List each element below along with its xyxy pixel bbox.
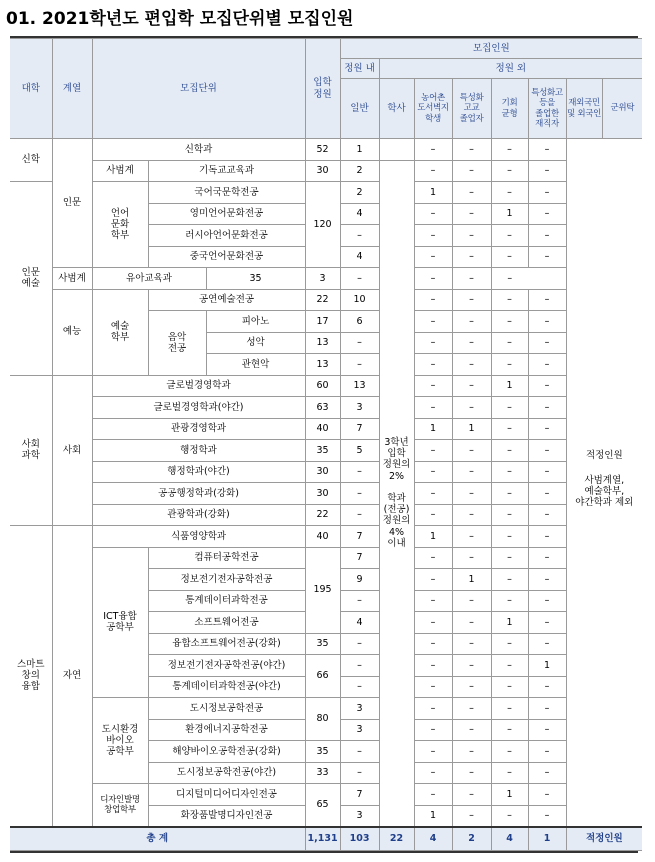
quota-cell: 35 (305, 741, 340, 763)
dept-cell: 도시정보공학전공 (148, 698, 305, 720)
general-cell: – (340, 633, 379, 655)
dept-cell: 중국언어문화전공 (148, 246, 305, 268)
table-row (10, 547, 642, 569)
rural-cell: – (414, 676, 452, 698)
special-work-cell: – (528, 612, 566, 634)
college-cell: 사회 과학 (10, 375, 52, 526)
header-bachelor: 학사 (379, 79, 414, 139)
dept-cell: 융합소프트웨어전공(강화) (148, 633, 305, 655)
rural-cell: – (414, 289, 452, 311)
special-hs-cell: – (452, 160, 491, 182)
header-rural: 농어촌 도서벽지 학생 (414, 79, 452, 139)
equity-cell: – (491, 741, 528, 763)
table-row (10, 418, 642, 440)
special-hs-cell: – (452, 182, 491, 204)
special-hs-cell: – (414, 268, 452, 290)
special-work-cell: – (528, 547, 566, 569)
header-special-hs: 특성화 고교 졸업자 (452, 79, 491, 139)
equity-cell: – (491, 332, 528, 354)
table-row (10, 397, 642, 419)
equity-cell: – (491, 762, 528, 784)
series-cell: 자연 (52, 526, 92, 827)
special-hs-cell: – (452, 440, 491, 462)
rural-cell: – (414, 569, 452, 591)
special-work-cell: – (528, 375, 566, 397)
equity-cell: 1 (491, 612, 528, 634)
equity-cell: – (491, 461, 528, 483)
special-hs-cell: – (452, 354, 491, 376)
special-work-cell: – (528, 590, 566, 612)
header-in-quota: 정원 내 (340, 59, 379, 79)
general-cell: – (340, 762, 379, 784)
division-cell: ICT융합 공학부 (92, 547, 148, 698)
dept-cell: 컴퓨터공학전공 (148, 547, 305, 569)
header-college: 대학 (10, 39, 52, 139)
total-bachelor: 22 (379, 827, 414, 851)
special-work-cell: – (528, 741, 566, 763)
special-hs-cell: – (452, 225, 491, 247)
bachelor-cell (379, 139, 414, 161)
rural-cell: – (414, 203, 452, 225)
special-hs-cell: – (452, 526, 491, 548)
equity-cell: – (491, 526, 528, 548)
rural-cell: 1 (414, 526, 452, 548)
general-cell: 2 (340, 160, 379, 182)
general-cell: – (340, 741, 379, 763)
quota-cell: 80 (305, 698, 340, 741)
special-hs-cell: – (452, 590, 491, 612)
series-cell: 사회 (52, 375, 92, 526)
special-work-cell: – (528, 805, 566, 827)
table-row (10, 440, 642, 462)
special-hs-cell: – (452, 612, 491, 634)
dept-cell: 유아교육과 (92, 268, 206, 290)
general-cell: 7 (340, 784, 379, 806)
equity-cell: – (491, 397, 528, 419)
special-hs-cell: – (452, 289, 491, 311)
rural-cell: – (340, 268, 379, 290)
header-series: 계열 (52, 39, 92, 139)
rural-cell: – (414, 440, 452, 462)
rural-cell: – (414, 354, 452, 376)
special-work-cell: – (528, 203, 566, 225)
special-work-cell: – (528, 418, 566, 440)
quota-cell: 65 (305, 784, 340, 827)
series-cell: 인문 (52, 139, 92, 268)
series-cell: 예능 (52, 289, 92, 375)
recruitment-table (10, 38, 642, 851)
equity-cell: – (491, 569, 528, 591)
special-hs-cell: 1 (452, 418, 491, 440)
quota-cell: 35 (305, 633, 340, 655)
rural-cell: 1 (414, 418, 452, 440)
rural-cell: – (414, 698, 452, 720)
equity-cell: – (491, 547, 528, 569)
table-row (10, 182, 642, 204)
quota-cell: 60 (305, 375, 340, 397)
special-work-cell: – (528, 784, 566, 806)
general-cell: 4 (340, 246, 379, 268)
quota-cell: 30 (305, 160, 340, 182)
quota-cell: 120 (305, 182, 340, 268)
quota-cell: 195 (305, 547, 340, 633)
quota-cell: 40 (305, 526, 340, 548)
quota-cell: 30 (305, 461, 340, 483)
special-work-cell: – (528, 160, 566, 182)
dept-cell: 글로벌경영학과 (92, 375, 305, 397)
quota-cell: 13 (305, 354, 340, 376)
quota-cell: 30 (305, 483, 340, 505)
general-cell: – (340, 354, 379, 376)
division-cell: 예술 학부 (92, 289, 148, 375)
total-special-hs: 2 (452, 827, 491, 851)
general-cell: 7 (340, 418, 379, 440)
header-overseas: 재외국민 및 외국인 (566, 79, 602, 139)
header-military: 군위탁 (602, 79, 642, 139)
special-hs-cell: – (452, 698, 491, 720)
total-label: 총 계 (10, 827, 305, 851)
equity-cell: – (491, 590, 528, 612)
total-quota: 1,131 (305, 827, 340, 851)
rural-cell: – (414, 719, 452, 741)
dept-cell: 행정학과 (92, 440, 305, 462)
rural-cell: – (414, 483, 452, 505)
equity-cell: – (491, 289, 528, 311)
special-work-cell: – (528, 762, 566, 784)
general-cell: 3 (340, 719, 379, 741)
equity-cell: – (491, 504, 528, 526)
general-cell: – (340, 655, 379, 677)
college-cell: 신학 (10, 139, 52, 182)
rural-cell: – (414, 504, 452, 526)
special-work-cell: – (528, 182, 566, 204)
equity-cell: 1 (491, 375, 528, 397)
dept-cell: 피아노 (206, 311, 305, 333)
general-cell: – (340, 225, 379, 247)
division-cell: 도시환경 바이오 공학부 (92, 698, 148, 784)
special-hs-cell: – (452, 332, 491, 354)
general-cell: – (340, 504, 379, 526)
dept-cell: 도시정보공학전공(야간) (148, 762, 305, 784)
table-row (10, 504, 642, 526)
rural-cell: – (414, 655, 452, 677)
equity-cell: 1 (491, 203, 528, 225)
equity-cell: – (491, 418, 528, 440)
general-cell: 5 (340, 440, 379, 462)
special-work-cell: – (528, 698, 566, 720)
dept-cell: 행정학과(야간) (92, 461, 305, 483)
total-special-work: 1 (528, 827, 566, 851)
special-work-cell: – (528, 440, 566, 462)
quota-cell: 52 (305, 139, 340, 161)
equity-cell: – (491, 483, 528, 505)
rural-cell: 1 (414, 182, 452, 204)
general-cell: 3 (340, 805, 379, 827)
total-equity: 4 (491, 827, 528, 851)
rural-cell: – (414, 375, 452, 397)
general-cell: – (340, 332, 379, 354)
table-row (10, 784, 642, 806)
general-cell: – (340, 676, 379, 698)
special-work-cell: – (528, 397, 566, 419)
special-hs-cell: – (452, 483, 491, 505)
dept-cell: 신학과 (92, 139, 305, 161)
dept-cell: 관광학과(강화) (92, 504, 305, 526)
special-hs-cell: – (452, 397, 491, 419)
division-cell: 디자인발명 창업학부 (92, 784, 148, 827)
equity-cell: 1 (491, 784, 528, 806)
quota-cell: 22 (305, 289, 340, 311)
equity-cell: – (491, 311, 528, 333)
page-title: 01. 2021학년도 편입학 모집단위별 모집인원 (6, 9, 354, 29)
header-special-work: 특성화고 등을 졸업한 재직자 (528, 79, 566, 139)
special-hs-cell: – (452, 246, 491, 268)
general-cell: 1 (340, 139, 379, 161)
rural-cell: – (414, 461, 452, 483)
total-row (10, 827, 642, 851)
special-work-cell: – (528, 676, 566, 698)
table-row (10, 268, 642, 290)
quota-cell: 17 (305, 311, 340, 333)
special-hs-cell: – (452, 375, 491, 397)
general-cell: 3 (340, 397, 379, 419)
rural-cell: – (414, 612, 452, 634)
total-rural: 4 (414, 827, 452, 851)
overseas-note (566, 139, 642, 827)
general-cell: 2 (340, 182, 379, 204)
special-hs-cell: – (452, 311, 491, 333)
rural-cell: – (414, 633, 452, 655)
dept-cell: 해양바이오공학전공(강화) (148, 741, 305, 763)
college-cell: 스마트 창의 융합 (10, 526, 52, 827)
special-work-cell: – (528, 354, 566, 376)
equity-cell: – (491, 655, 528, 677)
special-hs-cell: – (452, 139, 491, 161)
special-work-cell: – (528, 504, 566, 526)
special-hs-cell: 1 (452, 569, 491, 591)
equity-cell: – (491, 805, 528, 827)
dept-cell: 환경에너지공학전공 (148, 719, 305, 741)
dept-cell: 영미언어문화전공 (148, 203, 305, 225)
special-work-cell: – (528, 569, 566, 591)
rural-cell: – (414, 590, 452, 612)
dept-cell: 기독교교육과 (148, 160, 305, 182)
general-cell: – (340, 461, 379, 483)
general-cell: 4 (340, 203, 379, 225)
header-unit: 모집단위 (92, 39, 305, 139)
rural-cell: – (414, 246, 452, 268)
quota-cell: 13 (305, 332, 340, 354)
table-row (10, 160, 642, 182)
rural-cell: – (414, 139, 452, 161)
dept-cell: 국어국문학전공 (148, 182, 305, 204)
special-work-cell: – (528, 526, 566, 548)
total-general: 103 (340, 827, 379, 851)
equity-cell: – (491, 698, 528, 720)
general-cell: 13 (340, 375, 379, 397)
special-hs-cell: – (452, 719, 491, 741)
quota-cell: 35 (305, 440, 340, 462)
special-hs-cell: – (452, 461, 491, 483)
special-hs-cell: – (452, 203, 491, 225)
special-work-cell: – (491, 268, 528, 290)
special-work-cell: – (528, 225, 566, 247)
rural-cell: – (414, 741, 452, 763)
dept-cell: 성악 (206, 332, 305, 354)
header-quota: 입학 정원 (305, 39, 340, 139)
total-overseas: 적정인원 (566, 827, 642, 851)
rural-cell: – (414, 332, 452, 354)
rural-cell: – (414, 547, 452, 569)
header-equity: 기회 균형 (491, 79, 528, 139)
general-cell: 10 (340, 289, 379, 311)
subdivision-cell: 음악 전공 (148, 311, 206, 376)
dept-cell: 러시아언어문화전공 (148, 225, 305, 247)
dept-cell: 통계데이터과학전공 (148, 590, 305, 612)
general-cell: – (340, 483, 379, 505)
overseas-note-1: 적정인원 (585, 449, 623, 461)
table-row (10, 698, 642, 720)
special-work-cell: – (528, 311, 566, 333)
general-cell: 4 (340, 612, 379, 634)
equity-cell: – (491, 719, 528, 741)
header-general: 일반 (340, 79, 379, 139)
equity-cell: – (491, 354, 528, 376)
table-row (10, 375, 642, 397)
quota-cell: 40 (305, 418, 340, 440)
dept-cell: 관광경영학과 (92, 418, 305, 440)
special-work-cell: – (528, 289, 566, 311)
header-recruit: 모집인원 (340, 39, 642, 59)
dept-cell: 글로벌경영학과(야간) (92, 397, 305, 419)
special-hs-cell: – (452, 741, 491, 763)
general-cell: 7 (340, 547, 379, 569)
sabeom-cell: 사범계 (92, 160, 148, 182)
dept-cell: 정보전기전자공학전공 (148, 569, 305, 591)
dept-cell: 통계데이터과학전공(야간) (148, 676, 305, 698)
special-hs-cell: – (452, 805, 491, 827)
equity-cell: – (491, 676, 528, 698)
special-work-cell: – (528, 483, 566, 505)
rural-cell: – (414, 784, 452, 806)
dept-cell: 공공행정학과(강화) (92, 483, 305, 505)
general-cell: 3 (340, 698, 379, 720)
special-hs-cell: – (452, 504, 491, 526)
general-cell: 9 (340, 569, 379, 591)
quota-cell: 35 (206, 268, 305, 290)
special-hs-cell: – (452, 762, 491, 784)
college-cell: 인문 예술 (10, 182, 52, 376)
special-hs-cell: – (452, 676, 491, 698)
quota-cell: 63 (305, 397, 340, 419)
special-hs-cell: – (452, 633, 491, 655)
dept-cell: 정보전기전자공학전공(야간) (148, 655, 305, 677)
general-cell: 7 (340, 526, 379, 548)
table-row (10, 483, 642, 505)
special-work-cell: 1 (528, 655, 566, 677)
quota-cell: 66 (305, 655, 340, 698)
special-work-cell: – (528, 719, 566, 741)
special-work-cell: – (528, 246, 566, 268)
rural-cell: – (414, 397, 452, 419)
header-out-quota: 정원 외 (379, 59, 642, 79)
recruitment-table-frame (10, 36, 638, 853)
general-cell: 6 (340, 311, 379, 333)
rural-cell: – (414, 762, 452, 784)
overseas-note-2: 사범계열, 예술학부, 야간학과 제외 (575, 475, 634, 509)
special-work-cell: – (528, 461, 566, 483)
equity-cell: – (491, 440, 528, 462)
special-hs-cell: – (452, 784, 491, 806)
table-row (10, 526, 642, 548)
general-cell: – (340, 590, 379, 612)
special-hs-cell: – (452, 655, 491, 677)
special-work-cell: – (528, 139, 566, 161)
table-row (10, 461, 642, 483)
equity-cell: – (491, 225, 528, 247)
rural-cell: – (414, 160, 452, 182)
dept-cell: 디지털미디어디자인전공 (148, 784, 305, 806)
special-work-cell: – (528, 633, 566, 655)
general-cell: 3 (305, 268, 340, 290)
quota-cell: 22 (305, 504, 340, 526)
dept-cell: 공연예술전공 (148, 289, 305, 311)
division-cell: 언어 문화 학부 (92, 182, 148, 268)
equity-cell: – (491, 139, 528, 161)
equity-cell: – (491, 182, 528, 204)
special-hs-cell: – (452, 547, 491, 569)
dept-cell: 식품영양학과 (92, 526, 305, 548)
equity-cell: – (452, 268, 491, 290)
equity-cell: – (491, 633, 528, 655)
dept-cell: 관현악 (206, 354, 305, 376)
rural-cell: 1 (414, 805, 452, 827)
table-row (10, 139, 642, 161)
rural-cell: – (414, 311, 452, 333)
dept-cell: 화장품발명디자인전공 (148, 805, 305, 827)
table-row (10, 289, 642, 311)
rural-cell: – (414, 225, 452, 247)
special-work-cell: – (528, 332, 566, 354)
quota-cell: 33 (305, 762, 340, 784)
equity-cell: – (491, 246, 528, 268)
dept-cell: 소프트웨어전공 (148, 612, 305, 634)
equity-cell: – (491, 160, 528, 182)
bachelor-note: 3학년 입학 정원의 2% 학과 (전공) 정원의 4% 이내 (379, 160, 414, 827)
sabeom-cell: 사범계 (52, 268, 92, 290)
